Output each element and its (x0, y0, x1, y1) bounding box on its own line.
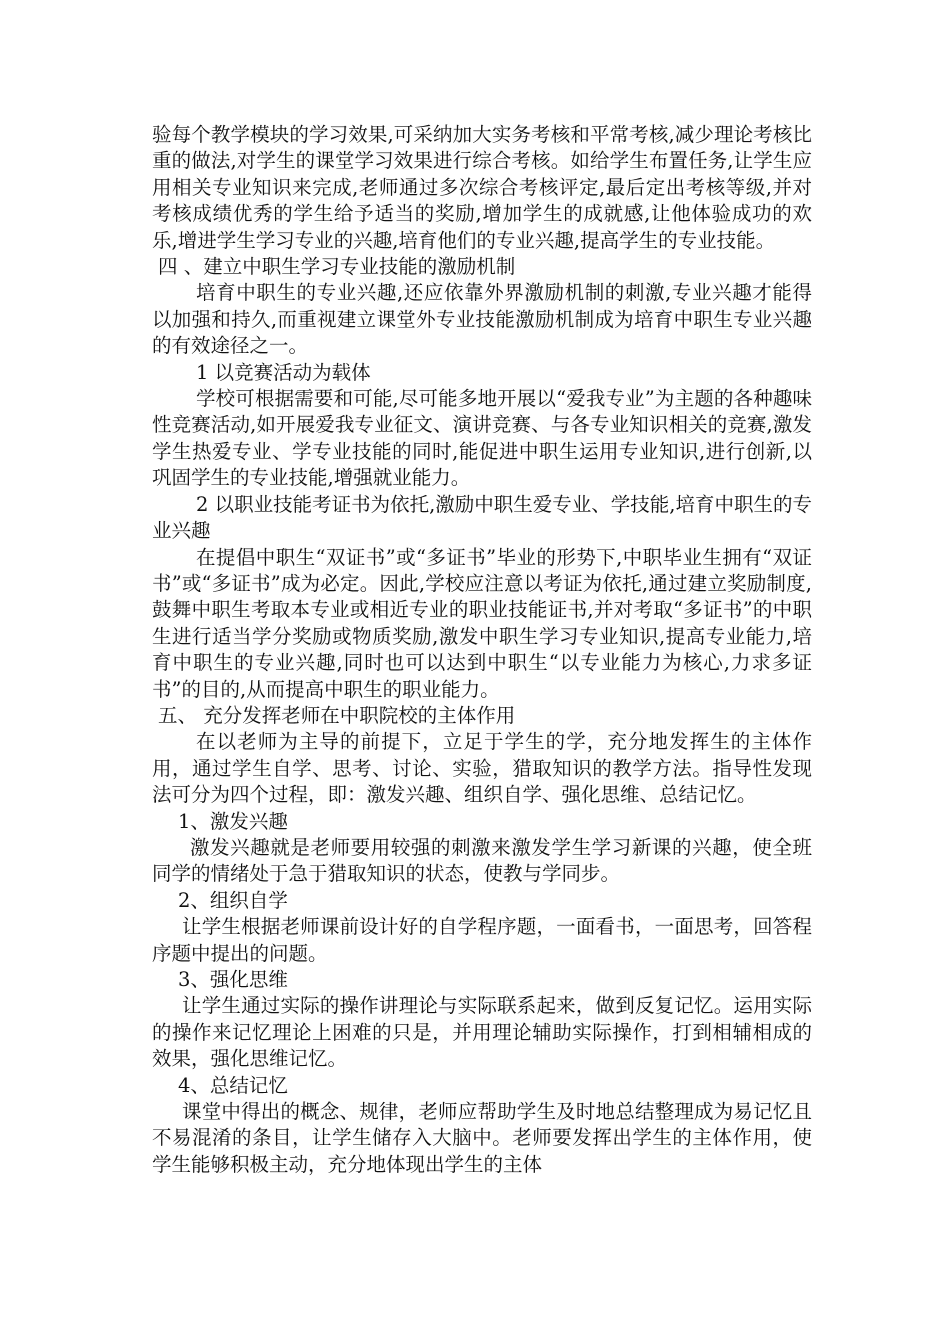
paragraph: 课堂中得出的概念、规律，老师应帮助学生及时地总结整理成为易记忆且不易混淆的条目，让学生储存入大脑中。老师要发挥出学生的主体作用，使学生能够积极主动，充分地体现出学生的主体 (152, 1100, 812, 1176)
subsection-heading: 1、激发兴趣 (178, 809, 288, 833)
section-heading: 四 、建立中职生学习专业技能的激励机制 (158, 255, 516, 279)
paragraph: 让学生通过实际的操作讲理论与实际联系起来，做到反复记忆。运用实际的操作来记忆理论上困难的只是，并用理论辅助实际操作，打到相辅相成的效果，强化思维记忆。 (152, 994, 812, 1071)
subsection-heading: 2 以职业技能考证书为依托,激励中职生爱专业、学技能,培育中职生的专业兴趣 (152, 492, 813, 543)
subsection-heading: 1 以竞赛活动为载体 (196, 360, 371, 384)
subsection-heading: 4、总结记忆 (178, 1073, 288, 1097)
paragraph: 激发兴趣就是老师要用较强的刺激来激发学生学习新课的兴趣，使全班同学的情绪处于急于猎取知识的状态，使教与学同步。 (152, 835, 812, 886)
subsection-heading: 2、组织自学 (178, 888, 288, 912)
subsection-heading: 3、强化思维 (178, 968, 288, 991)
paragraph: 验每个教学模块的学习效果,可采纳加大实务考核和平常考核,减少理论考核比重的做法,对学生的课堂学习效果进行综合考核。如给学生布置任务,让学生应用相关专业知识来完成,老师通过多次综合考核评定,最后定出考核等级,并对考核成绩优秀的学生给予适当的奖励,增加学生的成就感,让他体验成功的欢乐,增进学生学习专业的兴趣,培育他们的专业兴趣,提高学生的专业技能。 (152, 123, 812, 252)
paragraph: 培育中职生的专业兴趣,还应依靠外界激励机制的刺激,专业兴趣才能得以加强和持久,而重视建立课堂外专业技能激励机制成为培育中职生专业兴趣的有效途径之一。 (152, 281, 812, 358)
section-heading: 五、 充分发挥老师在中职院校的主体作用 (158, 703, 516, 727)
paragraph: 让学生根据老师课前设计好的自学程序题，一面看书，一面思考，回答程序题中提出的问题。 (152, 915, 812, 965)
paragraph: 在提倡中职生“双证书”或“多证书”毕业的形势下,中职毕业生拥有“双证书”或“多证书”成为必定。因此,学校应注意以考证为依托,通过建立奖励制度,鼓舞中职生考取本专业或相近专业的职业技能证书,并对考取“多证书”的中职生进行适当学分奖励或物质奖励,激发中职生学习专业知识,提高专业能力,培育中职生的专业兴趣,同时也可以达到中职生“以专业能力为核心,力求多证书”的目的,从而提高中职生的职业能力。 (152, 545, 812, 701)
paragraph: 学校可根据需要和可能,尽可能多地开展以“爱我专业”为主题的各种趣味性竞赛活动,如开展爱我专业征文、演讲竞赛、与各专业知识相关的竞赛,激发学生热爱专业、学专业技能的同时,能促进中职生运用专业知识,进行创新,以巩固学生的专业技能,增强就业能力。 (152, 387, 812, 490)
document-body (152, 122, 812, 1178)
paragraph: 在以老师为主导的前提下，立足于学生的学，充分地发挥生的主体作用，通过学生自学、思考、讨论、实验，猎取知识的教学方法。指导性发现法可分为四个过程，即：激发兴趣、组织自学、强化思维、总结记忆。 (152, 730, 812, 807)
